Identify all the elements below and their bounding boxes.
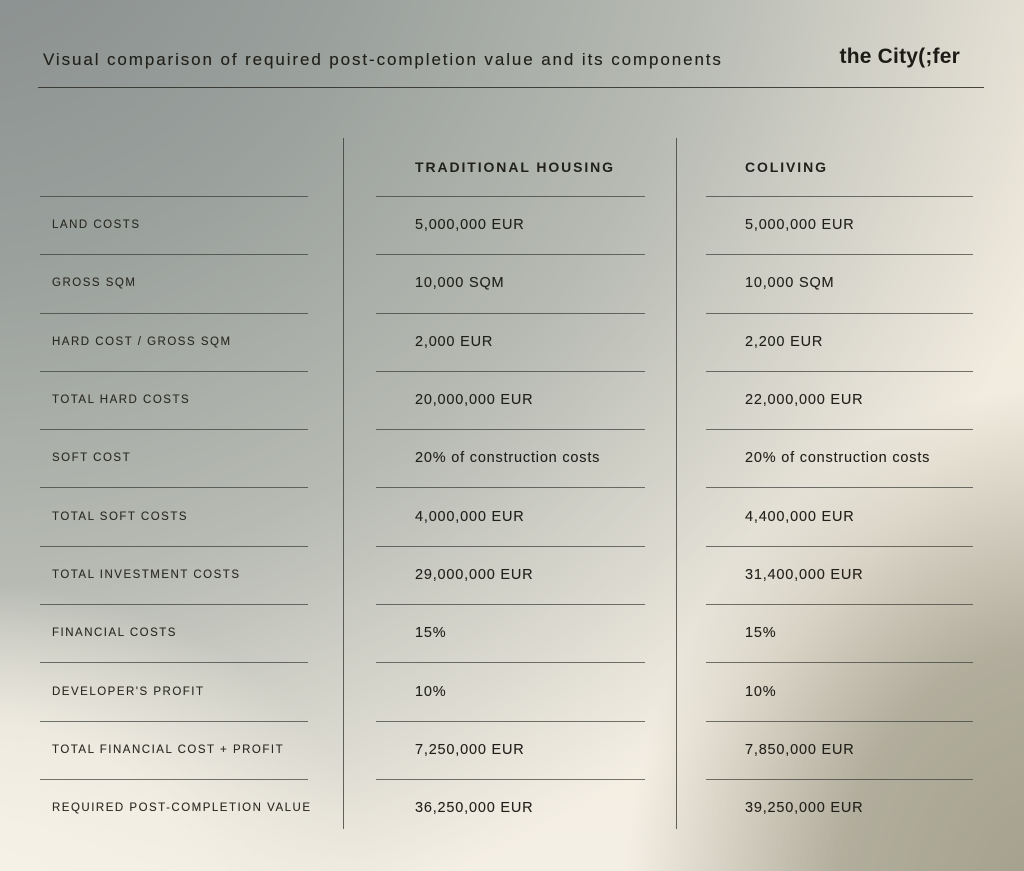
row-label: TOTAL FINANCIAL COST + PROFIT (52, 743, 285, 756)
header-spacer (0, 137, 343, 196)
traditional-value: 15% (415, 625, 447, 642)
traditional-value: 20,000,000 EUR (415, 392, 534, 409)
traditional-value: 10% (415, 683, 447, 700)
row-label: TOTAL INVESTMENT COSTS (52, 568, 241, 581)
coliving-value: 39,250,000 EUR (745, 800, 864, 817)
traditional-value: 10,000 SQM (415, 275, 505, 292)
comparison-table (0, 137, 1024, 837)
column-header-traditional (343, 137, 676, 196)
table-grid (0, 137, 1024, 837)
brand-logo: the City(;fer (839, 45, 960, 68)
row-label: TOTAL SOFT COSTS (52, 510, 189, 523)
column-header-label: COLIVING (745, 158, 828, 175)
coliving-value: 4,400,000 EUR (745, 508, 855, 525)
traditional-value: 36,250,000 EUR (415, 800, 534, 817)
row-label: DEVELOPER'S PROFIT (52, 685, 205, 698)
title-underline (38, 87, 984, 88)
row-label: HARD COST / GROSS SQM (52, 335, 232, 348)
row-label: SOFT COST (52, 452, 132, 465)
coliving-value: 20% of construction costs (745, 450, 931, 467)
coliving-value: 22,000,000 EUR (745, 392, 864, 409)
coliving-value: 2,200 EUR (745, 333, 824, 350)
column-header-coliving (676, 137, 1024, 196)
page-title: Visual comparison of required post-completion value and its components (43, 50, 723, 69)
row-label: LAND COSTS (52, 219, 141, 232)
coliving-value: 10,000 SQM (745, 275, 835, 292)
traditional-value: 4,000,000 EUR (415, 508, 525, 525)
column-header-label: TRADITIONAL HOUSING (415, 158, 615, 175)
traditional-value: 29,000,000 EUR (415, 566, 534, 583)
row-label: FINANCIAL COSTS (52, 627, 177, 640)
traditional-value: 5,000,000 EUR (415, 217, 525, 234)
coliving-value: 5,000,000 EUR (745, 217, 855, 234)
traditional-value: 20% of construction costs (415, 450, 601, 467)
row-label: REQUIRED POST-COMPLETION VALUE (52, 802, 312, 815)
coliving-value: 10% (745, 683, 777, 700)
row-label: GROSS SQM (52, 277, 137, 290)
coliving-value: 15% (745, 625, 777, 642)
traditional-value: 2,000 EUR (415, 333, 494, 350)
coliving-value: 31,400,000 EUR (745, 566, 864, 583)
row-label: TOTAL HARD COSTS (52, 394, 191, 407)
coliving-value: 7,850,000 EUR (745, 741, 855, 758)
traditional-value: 7,250,000 EUR (415, 741, 525, 758)
